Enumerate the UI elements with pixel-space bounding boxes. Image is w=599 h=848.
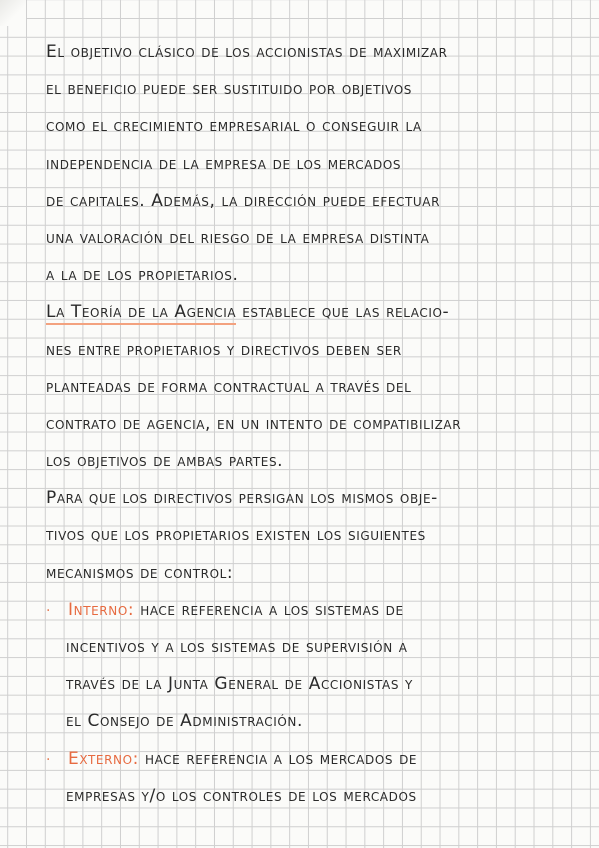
note-line: planteadas de forma contractual a través del: [46, 376, 412, 397]
note-line: como el crecimiento empresarial o conseguir la: [46, 116, 422, 137]
note-line: los objetivos de ambas partes.: [46, 451, 284, 472]
note-line: empresas y/o los controles de los mercados: [66, 785, 417, 806]
note-line: tivos que los propietarios existen los siguientes: [46, 525, 426, 546]
agency-theory-text: establece que las relacio-: [236, 302, 450, 323]
bullet-dot-icon: ·: [46, 602, 52, 619]
note-line: independencia de la empresa de los mercados: [46, 153, 402, 174]
page-fold-corner: [0, 0, 26, 26]
note-line: contrato de agencia, en un intento de compatibilizar: [46, 413, 462, 434]
bullet-internal: [46, 592, 566, 629]
external-term: Externo:: [68, 748, 139, 769]
note-line: a la de los propietarios.: [46, 265, 239, 286]
note-line: el beneficio puede ser sustituido por objetivos: [46, 79, 413, 100]
bullet-external: [46, 741, 566, 778]
note-line: una valoración del riesgo de la empresa distinta: [46, 227, 430, 248]
note-line: mecanismos de control:: [46, 562, 234, 583]
note-line: nes entre propietarios y directivos deben ser: [46, 339, 402, 360]
note-line: El objetivo clásico de los accionistas de maximizar: [46, 42, 448, 62]
agency-theory-line: [46, 294, 566, 331]
note-line: incentivos y a los sistemas de supervisión a: [66, 637, 408, 657]
handwritten-notes: [46, 34, 566, 815]
agency-theory-term: La Teoría de la Agencia: [46, 302, 236, 325]
internal-term: Interno:: [68, 599, 135, 620]
external-text: hace referencia a los mercados de: [138, 748, 418, 769]
bullet-dot-icon: ·: [46, 751, 52, 768]
note-line: través de la Junta General de Accionistas y: [66, 674, 413, 695]
note-line: Para que los directivos persigan los mismos obje-: [46, 488, 438, 509]
note-line: el Consejo de Administración.: [66, 711, 303, 732]
internal-text: hace referencia a los sistemas de: [134, 599, 404, 620]
note-line: de capitales. Además, la dirección puede efectuar: [46, 190, 441, 211]
